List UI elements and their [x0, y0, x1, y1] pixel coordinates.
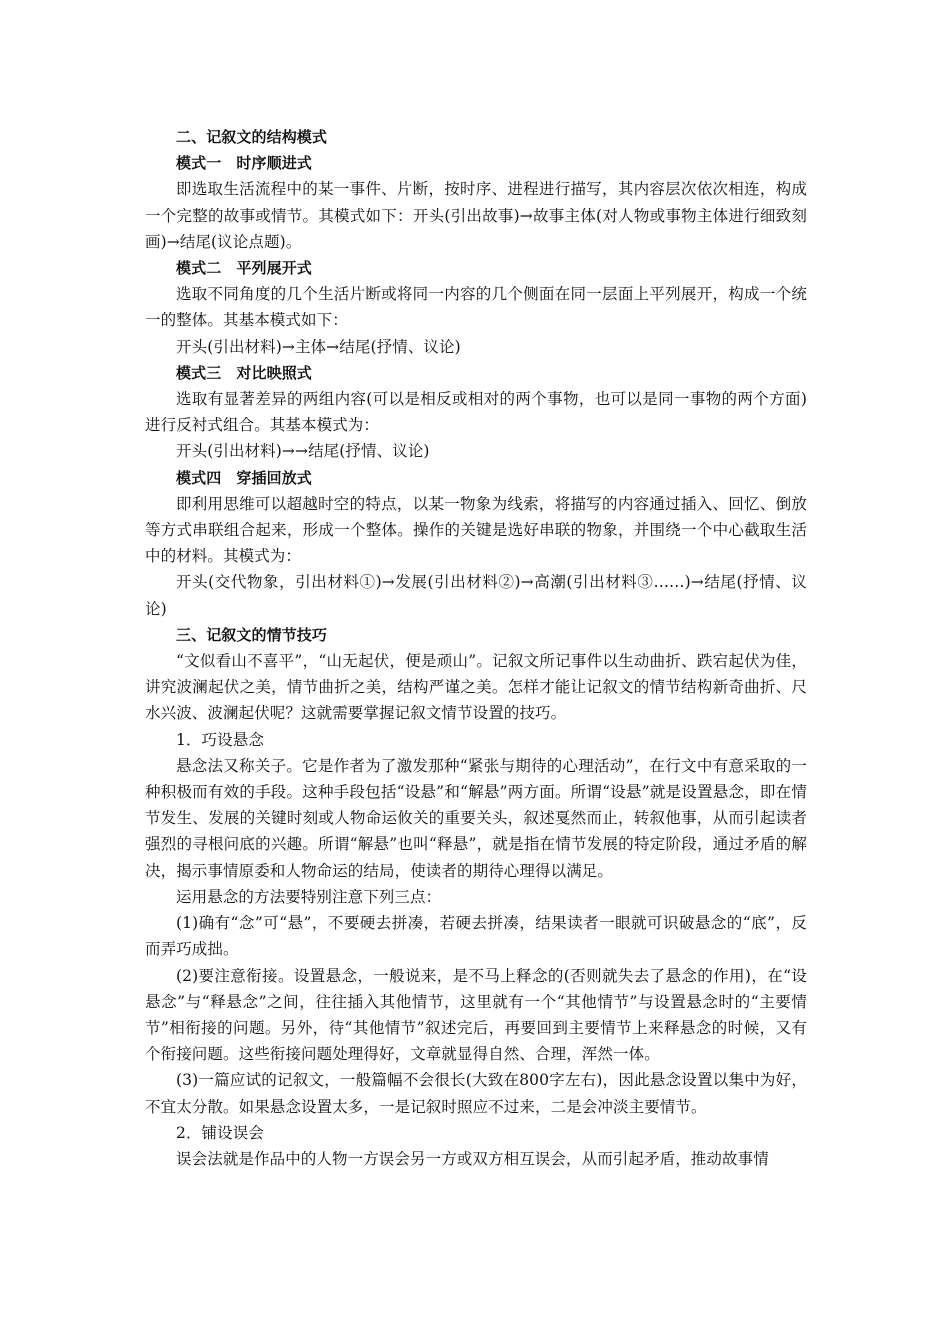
mode-4-description: 即利用思维可以超越时空的特点，以某一物象为线索，将描写的内容通过插入、回忆、倒放等方式串联组合起来，形成一个整体。操作的关键是选好串联的物象，并围绕一个中心截取生活中的材料。其模式为： — [145, 494, 807, 566]
suspense-note: 运用悬念的方法要特别注意下列三点： — [176, 887, 442, 906]
plot-intro-paragraph: “文似看山不喜平”，“山无起伏，便是顽山”。记叙文所记事件以生动曲折、跌宕起伏为佳，讲究波澜起伏之美，情节曲折之美，结构严谨之美。怎样才能让记叙文的情节结构新奇曲折、尺水兴波、波澜起伏呢？这就需要掌握记叙文情节设置的技巧。 — [145, 652, 807, 723]
mode-4-formula: 开头(交代物象，引出材料①)→发展(引出材料②)→高潮(引出材料③……)→结尾(抒情、议论) — [145, 573, 807, 618]
mode-3-description: 选取有显著差异的两组内容(可以是相反或相对的两个事物，也可以是同一事物的两个方面)进行反衬式组合。其基本模式为： — [145, 390, 807, 435]
subsection-title-suspense: 1．巧设悬念 — [176, 730, 264, 749]
document-page — [145, 124, 807, 1172]
mode-2-description: 选取不同角度的几个生活片断或将同一内容的几个侧面在同一层面上平列展开，构成一个统一的整体。其基本模式如下： — [145, 285, 807, 330]
mode-3-title: 模式三 对比映照式 — [176, 363, 312, 382]
mode-1-description: 即选取生活流程中的某一事件、片断，按时序、进程进行描写，其内容层次依次相连，构成一个完整的故事或情节。其模式如下：开头(引出故事)→故事主体(对人物或事物主体进行细致刻画)→结尾(议论点题)。 — [145, 180, 807, 251]
mode-3-formula: 开头(引出材料)→→结尾(抒情、议论) — [176, 442, 430, 461]
suspense-point-3: (3)一篇应试的记叙文，一般篇幅不会很长(大致在800字左右)，因此悬念设置以集中为好，不宜太分散。如果悬念设置太多，一是记叙时照应不过来，二是会冲淡主要情节。 — [145, 1071, 807, 1116]
suspense-point-1: (1)确有“念”可“悬”，不要硬去拼凑，若硬去拼凑，结果读者一眼就可识破悬念的“底”，反而弄巧成拙。 — [145, 914, 807, 959]
section-heading-plot: 三、记叙文的情节技巧 — [176, 625, 328, 644]
mode-2-title: 模式二 平列展开式 — [176, 259, 312, 278]
mode-1-title: 模式一 时序顺进式 — [176, 154, 312, 173]
mode-2-formula: 开头(引出材料)→主体→结尾(抒情、议论) — [176, 337, 461, 356]
subsection-title-misunderstanding: 2．铺设误会 — [176, 1123, 264, 1142]
section-heading-structure: 二、记叙文的结构模式 — [176, 128, 328, 146]
suspense-point-2: (2)要注意衔接。设置悬念，一般说来，是不马上释念的(否则就失去了悬念的作用)，在“设悬念”与“释悬念”之间，往往插入其他情节，这里就有一个“其他情节”与设置悬念时的“主要情节”相衔接的问题。另外，待“其他情节”叙述完后，再要回到主要情节上来释悬念的时候，又有个衔接问题。这些衔接问题处理得好，文章就显得自然、合理，浑然一体。 — [145, 966, 807, 1064]
mode-4-title: 模式四 穿插回放式 — [176, 468, 312, 487]
suspense-description: 悬念法又称关子。它是作者为了激发那种“紧张与期待的心理活动”，在行文中有意采取的一种积极而有效的手段。这种手段包括“设悬”和“解悬”两方面。所谓“设悬”就是设置悬念，即在情节发生、发展的关键时刻或人物命运攸关的重要关头，叙述戛然而止，转叙他事，从而引起读者强烈的寻根问底的兴趣。所谓“解悬”也叫“释悬”，就是指在情节发展的特定阶段，通过矛盾的解决，揭示事情原委和人物命运的结局，使读者的期待心理得以满足。 — [145, 756, 807, 880]
misunderstanding-description: 误会法就是作品中的人物一方误会另一方或双方相互误会，从而引起矛盾，推动故事情 — [176, 1149, 769, 1168]
